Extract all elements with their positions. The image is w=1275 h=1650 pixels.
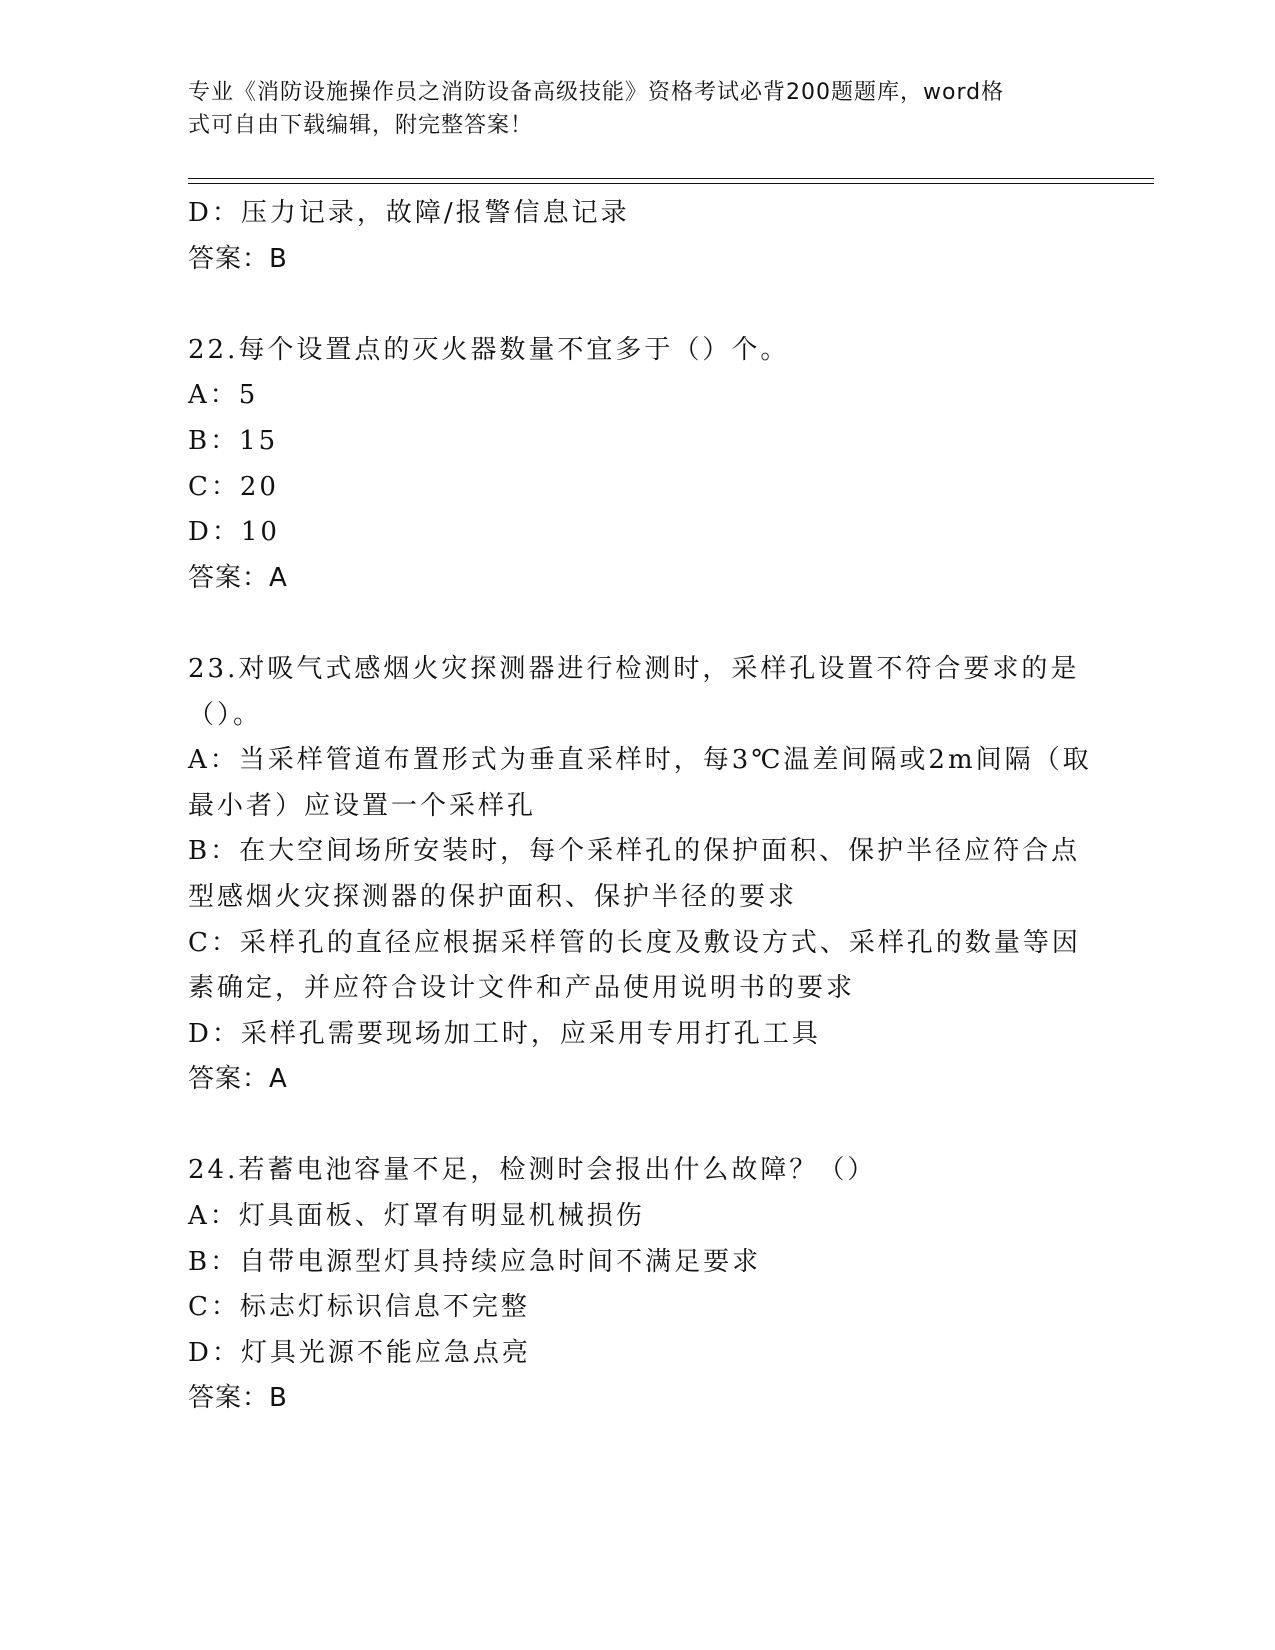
header-divider-top xyxy=(188,178,1154,179)
option-d: D：灯具光源不能应急点亮 xyxy=(188,1337,531,1368)
question-stem: 24.若蓄电池容量不足，检测时会报出什么故障？（） xyxy=(188,1155,877,1186)
question-24 xyxy=(188,1148,1088,1422)
option-b: B：自带电源型灯具持续应急时间不满足要求 xyxy=(188,1246,762,1277)
answer: 答案：A xyxy=(188,562,288,593)
option-a-cont: 最小者）应设置一个采样孔 xyxy=(188,790,537,821)
option-c: C：标志灯标识信息不完整 xyxy=(188,1292,530,1323)
option-b: B：在大空间场所安装时，每个采样孔的保护面积、保护半径应符合点 xyxy=(188,836,1081,867)
answer: 答案：B xyxy=(188,1383,288,1414)
answer: 答案：A xyxy=(188,1064,288,1095)
prev-answer: 答案：B xyxy=(188,243,288,274)
question-stem: 23.对吸气式感烟火灾探测器进行检测时，采样孔设置不符合要求的是 xyxy=(188,653,1080,684)
option-c: C：采样孔的直径应根据采样管的长度及敷设方式、采样孔的数量等因 xyxy=(188,927,1081,958)
option-a: A：灯具面板、灯罩有明显机械损伤 xyxy=(188,1201,645,1232)
question-22 xyxy=(188,328,1088,602)
prev-option-d: D：压力记录，故障/报警信息记录 xyxy=(188,198,630,228)
option-b: B：15 xyxy=(188,425,279,456)
option-d: D：10 xyxy=(188,517,280,548)
option-a: A：5 xyxy=(188,380,259,411)
option-a: A：当采样管道布置形式为垂直采样时，每3℃温差间隔或2m间隔（取 xyxy=(188,745,1092,776)
document-header xyxy=(188,76,1068,142)
header-line-2: 式可自由下载编辑，附完整答案！ xyxy=(188,113,534,138)
option-b-cont: 型感烟火灾探测器的保护面积、保护半径的要求 xyxy=(188,881,798,912)
question-list xyxy=(188,191,1092,1422)
question-stem-cont: （）。 xyxy=(188,699,263,730)
option-d: D：采样孔需要现场加工时，应采用专用打孔工具 xyxy=(188,1018,821,1049)
option-c-cont: 素确定，并应符合设计文件和产品使用说明书的要求 xyxy=(188,973,856,1004)
option-c: C：20 xyxy=(188,471,279,502)
header-line-1: 专业《消防设施操作员之消防设备高级技能》资格考试必背200题题库，word格 xyxy=(188,80,1005,105)
header-divider-bottom xyxy=(188,183,1154,184)
question-23 xyxy=(188,647,1092,1103)
question-stem: 22.每个设置点的灭火器数量不宜多于（）个。 xyxy=(188,334,790,365)
